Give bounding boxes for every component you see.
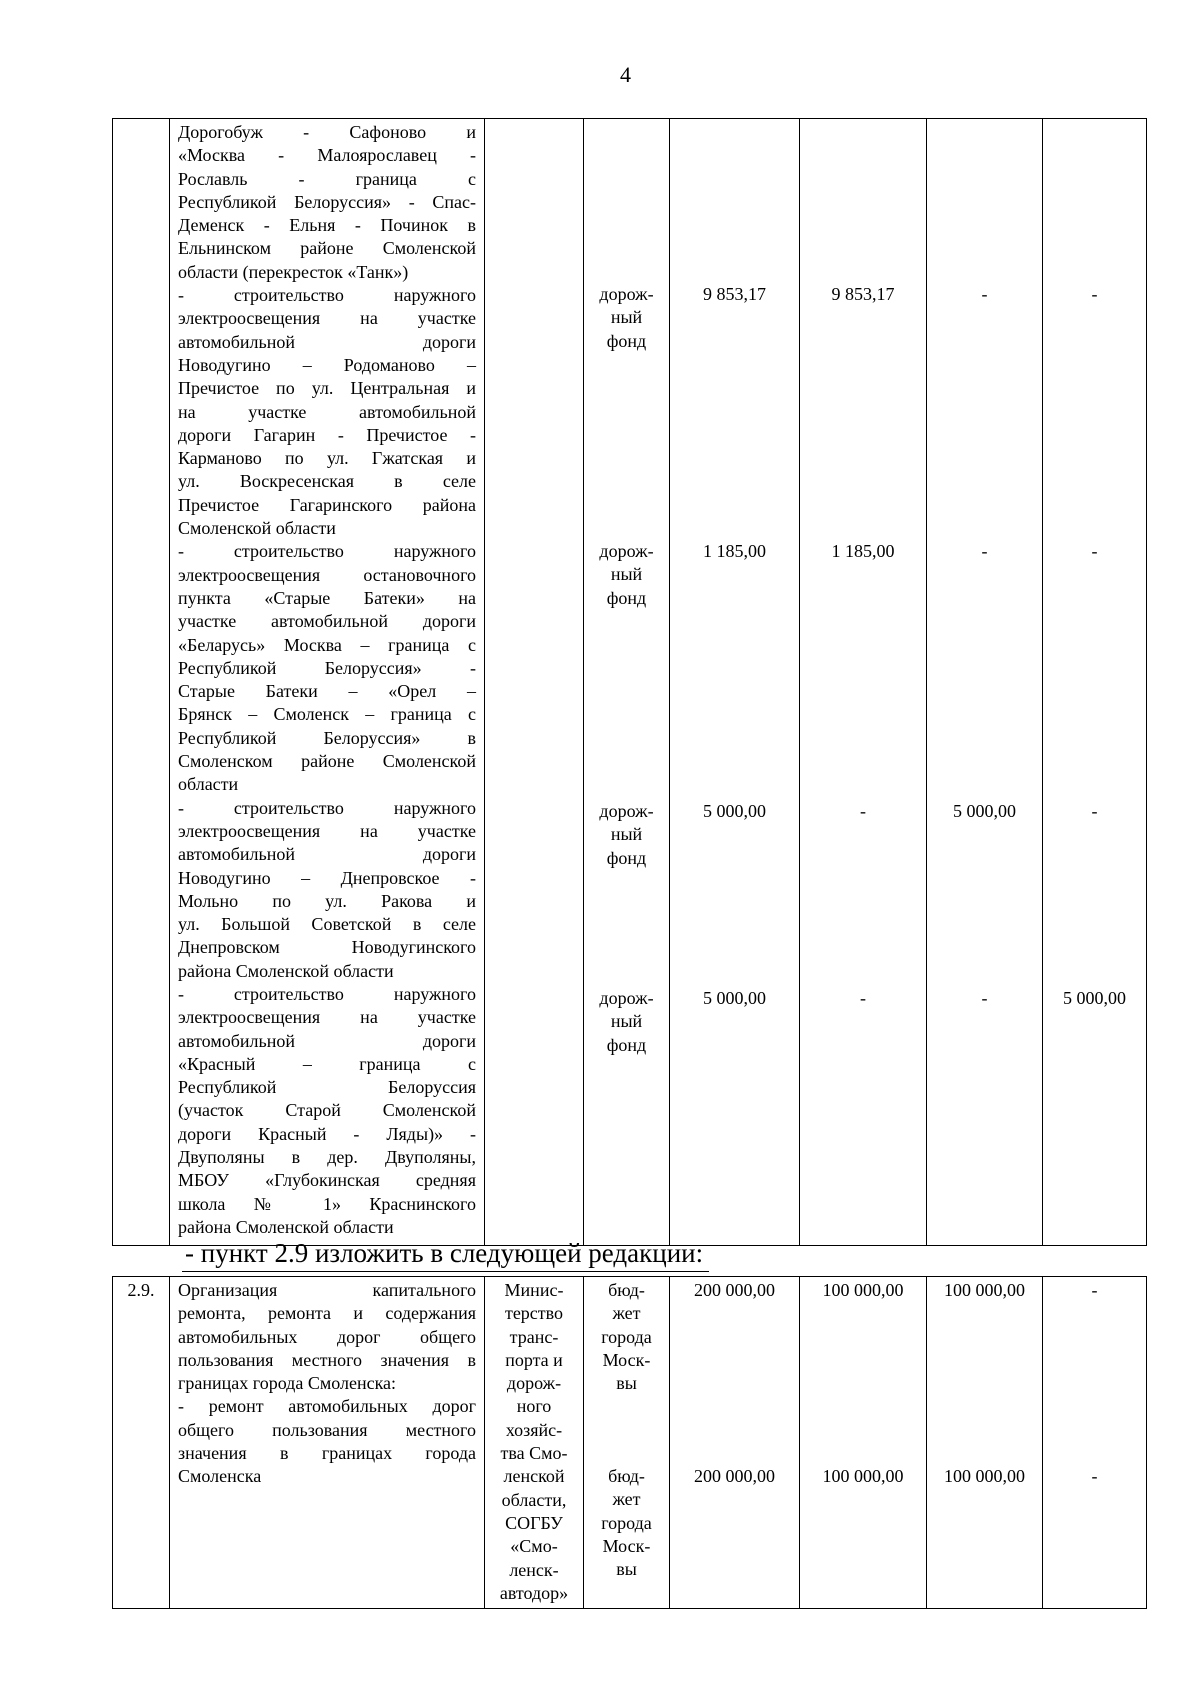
executor-lines [485,1279,583,1605]
text-line: электроосвещения на участке [178,820,476,841]
source-line: дорож- [599,988,654,1008]
funding-source-1 [584,283,669,353]
source-line: ный [610,1011,643,1032]
text-line: Деменск - Ельня - Починок в [178,215,476,236]
total-amount-1: 9 853,17 [703,284,766,304]
year1-amount-column [800,119,927,1246]
text-line: пункта «Старые Батеки» на [178,587,476,608]
year3-amount-3: - [1091,801,1098,821]
total-amount-4: 5 000,00 [703,988,766,1008]
year2-amount-4: - [981,988,988,1008]
text-line: значения в границах города [178,1443,476,1464]
text-line: хозяйс- [505,1419,563,1440]
funding-source-4 [584,987,669,1057]
text-line: «Беларусь» Москва – граница с [178,634,476,655]
text-line: на участке автомобильной [178,401,476,422]
year3-amount-2: - [1091,541,1098,561]
text-line: электроосвещения остановочного [178,564,476,585]
executor-cell [485,119,584,1246]
text-line: участке автомобильной дороги [178,611,476,632]
page-number: 4 [620,62,631,87]
text-line: «Москва - Малоярославец - [178,145,476,166]
text-line: автодор» [499,1582,569,1603]
text-line: Двуполяны в дер. Двуполяны, [178,1147,476,1168]
year3-amount-4: 5 000,00 [1063,988,1126,1008]
text-line: дороги Красный - Ляды)» - [178,1123,476,1144]
text-line: области (перекресток «Танк») [178,261,409,282]
text-line: Рославль - граница с [178,168,476,189]
text-line: области [178,774,239,795]
source-line: города [601,1326,652,1347]
text-line: «Красный – граница с [178,1053,476,1074]
year2-amount-1: 100 000,00 [944,1280,1025,1300]
year2-amount-column [927,1277,1043,1609]
text-line: - строительство наружного [178,797,476,818]
text-line: ул. Большой Советской в селе [178,914,476,935]
source-line: ный [610,307,643,328]
year3-amount-1: - [1091,1280,1098,1300]
year1-amount-1: 100 000,00 [822,1280,904,1300]
text-line: - строительство наружного [178,983,476,1004]
text-line: общего пользования местного [178,1419,476,1440]
total-amount-column [670,119,800,1246]
text-line: Республикой Белоруссия» в [178,727,476,748]
source-line: фонд [606,1034,647,1055]
text-line: Пречистое по ул. Центральная и [178,378,476,399]
text-line: ремонта, ремонта и содержания [178,1303,476,1324]
text-line: (участок Старой Смоленской [178,1100,476,1121]
description-lines [178,1279,476,1489]
funding-source-column [584,1277,670,1609]
item-number: 2.9. [113,1277,170,1609]
year3-amount-column [1043,119,1147,1246]
source-line: дорож- [599,541,654,561]
year1-amount-column [800,1277,927,1609]
description-lines [178,121,476,1239]
text-line: Смоленском районе Смоленской [178,751,476,772]
funding-source-2 [584,540,669,610]
total-amount-column [670,1277,800,1609]
text-line: ленск- [509,1559,559,1580]
year2-amount-2: - [981,541,988,561]
year2-amount-1: - [981,284,988,304]
year2-amount-column [927,119,1043,1246]
year3-amount-2: - [1091,1466,1098,1486]
text-line: Республикой Белоруссия» - [178,657,476,678]
source-line: Моск- [602,1349,651,1370]
year3-amount-1: - [1091,284,1098,304]
source-line: ный [610,564,643,585]
text-line: Минис- [504,1280,564,1300]
year1-amount-1: 9 853,17 [831,284,895,304]
year1-amount-4: - [860,988,866,1008]
funding-source-2 [584,1465,669,1581]
total-amount-3: 5 000,00 [703,801,766,821]
text-line: дорож- [506,1373,562,1394]
text-line: автомобильной дороги [178,844,476,865]
text-line: порта и [505,1349,563,1370]
text-line: Ельнинском районе Смоленской [178,238,476,259]
text-line: автомобильной дороги [178,1030,476,1051]
text-line: Дорогобуж - Сафоново и [178,122,476,142]
source-line: фонд [606,587,647,608]
text-line: ленской [503,1466,565,1487]
total-amount-1: 200 000,00 [694,1280,775,1300]
text-line: электроосвещения на участке [178,308,476,329]
text-line: - ремонт автомобильных дорог [178,1396,476,1417]
text-line: района Смоленской области [178,1216,394,1237]
text-line: Республикой Белоруссия» - Спас- [178,191,476,212]
text-line: района Смоленской области [178,960,394,981]
text-line: Карманово по ул. Гжатская и [178,448,476,469]
source-line: жет [612,1303,641,1324]
year3-amount-column [1043,1277,1147,1609]
amendment-heading: - пункт 2.9 изложить в следующей редакции: [185,1238,704,1268]
text-line: МБОУ «Глубокинская средняя [178,1170,476,1191]
source-line: ный [610,824,643,845]
text-line: дороги Гагарин - Пречистое - [178,424,476,445]
source-line: фонд [606,330,647,351]
year1-amount-2: 1 185,00 [831,541,895,561]
continuation-table [112,118,1147,1246]
text-line: Днепровском Новодугинского [178,937,476,958]
text-line: тва Смо- [500,1443,568,1464]
source-line: вы [616,1373,637,1394]
source-line: бюд- [608,1280,645,1300]
text-line: Республикой Белоруссия [178,1077,476,1098]
year1-amount-2: 100 000,00 [822,1466,904,1486]
text-line: транс- [509,1326,559,1347]
text-line: Старые Батеки – «Орел – [178,681,476,702]
text-line: СОГБУ [505,1512,563,1533]
text-line: Организация капитального [178,1280,476,1300]
year2-amount-2: 100 000,00 [944,1466,1025,1486]
text-line: Пречистое Гагаринского района [178,494,476,515]
source-line: Моск- [602,1535,651,1556]
text-line: Брянск – Смоленск – граница с [178,704,476,725]
text-line: - строительство наружного [178,541,476,562]
source-line: вы [616,1559,637,1580]
item-2-9-table [112,1276,1147,1609]
source-line: фонд [606,847,647,868]
source-line: города [601,1512,652,1533]
text-line: Новодугино – Днепровское - [178,867,476,888]
total-amount-2: 200 000,00 [694,1466,775,1486]
text-line: школа № 1» Краснинского [178,1193,476,1214]
text-line: - строительство наружного [178,285,476,306]
item-description [170,1277,485,1609]
text-line: «Смо- [510,1536,558,1557]
text-line: границах города Смоленска: [178,1373,397,1394]
executor-cell [485,1277,584,1609]
text-line: Новодугино – Родоманово – [178,354,476,375]
source-line: жет [612,1489,641,1510]
text-line: Смоленска [178,1466,262,1487]
funding-source-1 [584,1279,669,1395]
year2-amount-3: 5 000,00 [953,801,1016,821]
text-line: Смоленской области [178,518,336,539]
text-line: электроосвещения на участке [178,1007,476,1028]
text-line: Мольно по ул. Ракова и [178,890,476,911]
year1-amount-3: - [860,801,866,821]
text-line: пользования местного значения в [178,1349,476,1370]
text-line: области, [501,1489,567,1510]
text-line: терство [504,1303,564,1324]
source-line: дорож- [599,284,654,304]
source-line: дорож- [599,801,654,821]
funding-source-column [584,119,670,1246]
text-line: автомобильных дорог общего [178,1326,476,1347]
total-amount-2: 1 185,00 [703,541,766,561]
measure-description [170,119,485,1246]
row-number-cell [113,119,170,1246]
text-line: ул. Воскресенская в селе [178,471,476,492]
text-line: автомобильной дороги [178,331,476,352]
funding-source-3 [584,800,669,870]
source-line: бюд- [608,1466,645,1486]
text-line: ного [516,1396,552,1417]
